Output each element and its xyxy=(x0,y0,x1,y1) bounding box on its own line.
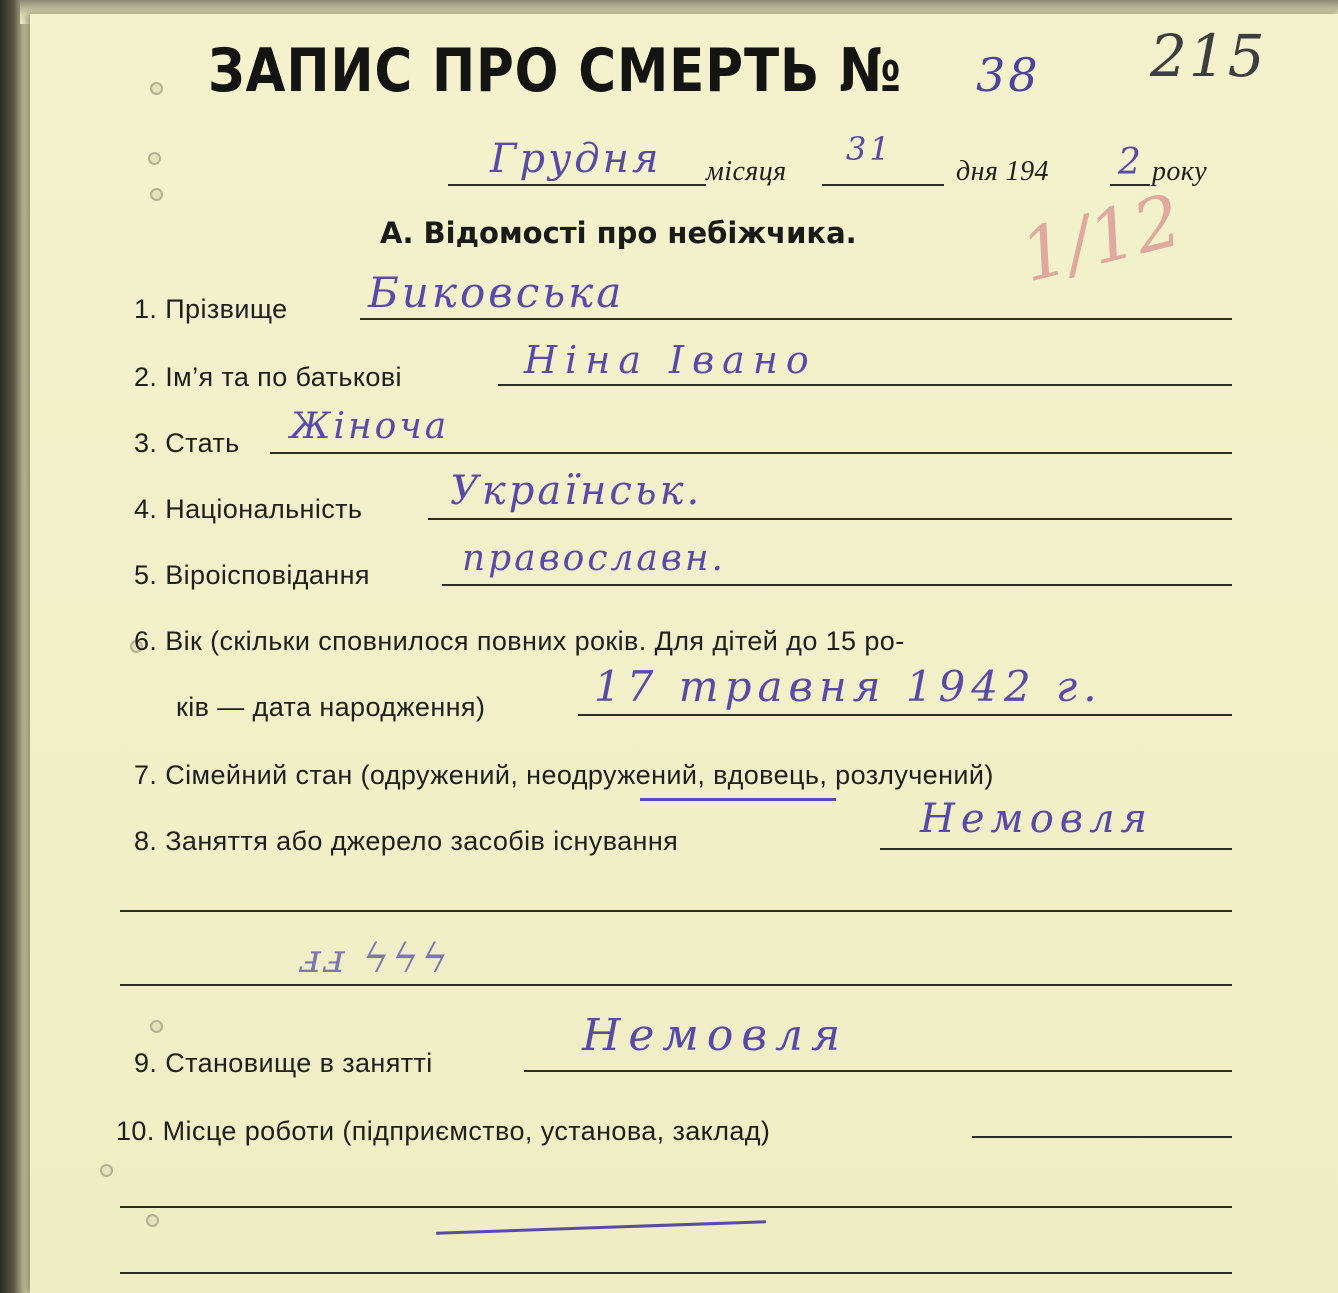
year-suffix: 2 xyxy=(1118,142,1144,183)
sheet-number: 215 xyxy=(1150,22,1267,90)
workplace-line xyxy=(972,1136,1232,1138)
punch-hole xyxy=(150,82,163,95)
name-value: Ніна Івано xyxy=(524,338,817,382)
section-a-title: А. Відомості про небіжчика. xyxy=(380,216,857,250)
marital-underline-mark xyxy=(640,798,836,801)
sex-label: 3. Стать xyxy=(134,428,240,458)
punch-hole xyxy=(100,1164,113,1177)
age-label-line2: ків — дата народження) xyxy=(176,692,486,722)
religion-value: православн. xyxy=(462,538,726,579)
nationality-line xyxy=(428,518,1232,520)
sex-value: Жіноча xyxy=(290,406,450,447)
workplace-extra-line-1 xyxy=(120,1206,1232,1208)
name-line xyxy=(498,384,1232,386)
surname-line xyxy=(360,318,1232,320)
religion-line xyxy=(442,584,1232,586)
surname-value: Биковська xyxy=(368,268,625,317)
workplace-extra-line-2 xyxy=(120,1272,1232,1274)
day-value: 31 xyxy=(846,130,893,168)
age-line xyxy=(578,714,1232,716)
sex-line xyxy=(270,452,1232,454)
workplace-label: 10. Місце роботи (підприємство, установа, заклад) xyxy=(116,1116,771,1146)
month-label: місяця xyxy=(706,156,787,187)
punch-hole xyxy=(150,188,163,201)
punch-hole xyxy=(146,1214,159,1227)
religion-label: 5. Віроісповідання xyxy=(134,560,370,590)
punch-hole xyxy=(148,152,161,165)
occupation-value: Немовля xyxy=(920,796,1154,842)
month-underline xyxy=(448,184,706,186)
day-label: дня 194 xyxy=(956,156,1049,187)
punch-hole xyxy=(150,1020,163,1033)
age-label-line1: 6. Вік (скільки сповнилося повних років. Для дітей до 15 ро- xyxy=(134,626,905,656)
marital-label: 7. Сімейний стан (одружений, неодружений, вдовець, розлучений) xyxy=(134,760,994,790)
occupation-extra-line-2 xyxy=(120,984,1232,986)
occupation-label: 8. Заняття або джерело засобів існування xyxy=(134,826,679,856)
name-label: 2. Ім’я та по батькові xyxy=(134,362,402,392)
nationality-value: Українськ. xyxy=(450,468,703,514)
position-value: Немовля xyxy=(582,1010,849,1061)
occupation-line xyxy=(880,848,1232,850)
red-annotation: 1/12 xyxy=(1012,177,1190,299)
year-label: року xyxy=(1152,156,1208,187)
surname-label: 1. Прізвище xyxy=(134,294,288,324)
position-line xyxy=(524,1070,1232,1072)
record-title: ЗАПИС ПРО СМЕРТЬ № xyxy=(208,36,902,106)
month-value: Грудня xyxy=(490,136,662,182)
crossed-out-scribble: ⅎⅎ ϟϟϟ xyxy=(300,936,452,982)
nationality-label: 4. Національність xyxy=(134,494,363,524)
book-spine-edge xyxy=(0,0,34,1293)
day-underline xyxy=(822,184,944,186)
occupation-extra-line-1 xyxy=(120,910,1232,912)
position-label: 9. Становище в занятті xyxy=(134,1048,433,1078)
age-value: 17 травня 1942 г. xyxy=(594,662,1103,711)
record-number: 38 xyxy=(976,48,1041,102)
